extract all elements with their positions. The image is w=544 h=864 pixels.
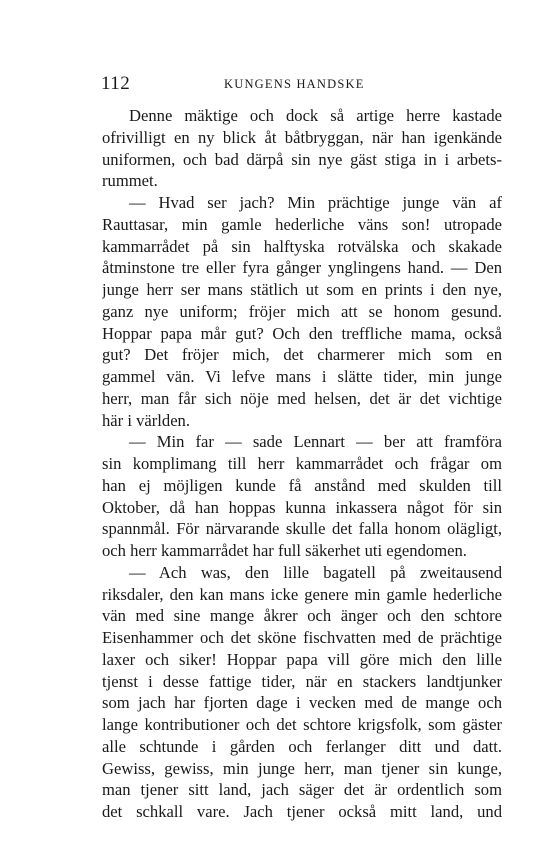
text-line: — Hvad ser jach? Min prächtige junge vän af	[129, 193, 502, 212]
text-line: — Min far — sade Lennart — ber att framföra	[129, 432, 502, 452]
body-text	[102, 105, 502, 823]
text-line: uniformen, och bad därpå sin nye gäst stiga in i arbets-	[102, 149, 502, 169]
text-line: Hoppar papa mår gut? Och den treffliche mama, också	[102, 323, 502, 343]
text-line: herr, man får sich nöje med helsen, det är det vichtige	[102, 388, 502, 408]
text-line: man tjener sitt land, jach säger det är ordentlich som	[102, 780, 502, 800]
text-line: åtminstone tre eller fyra gånger ynglingens hand. — Den	[102, 258, 502, 278]
text-line: alle schtunde i gården och ferlanger ditt und datt.	[102, 736, 502, 756]
text-line: vän med sine mange åkrer och änger och den schtore	[102, 606, 502, 626]
text-line: lange kontributioner och det schtore krigsfolk, som gäster	[102, 715, 502, 734]
text-line: Rauttasar, min gamle hederliche väns son! utropade	[102, 214, 502, 234]
text-line: spannmål. För närvarande skulle det falla honom oläglig̨t,	[102, 519, 502, 539]
text-line: Eisenhammer och det sköne fischvatten med de prächtige	[102, 628, 502, 647]
text-line: gut? Det fröjer mich, det charmerer mich som en	[102, 345, 502, 365]
text-line: junge herr ser mans stätlich ut som en prints i den nye,	[102, 280, 502, 299]
text-line: gammel vän. Vi lefve mans i slätte tider, min junge	[102, 367, 502, 386]
text-line: rummet.	[102, 171, 158, 191]
text-line: riksdaler, den kan mans icke genere min gamle hederliche	[102, 584, 502, 604]
text-line: Gewiss, gewiss, min junge herr, man tjener sin kunge,	[102, 758, 502, 778]
text-line: här i världen.	[102, 410, 191, 430]
running-title: KUNGENS HANDSKE	[224, 77, 365, 91]
text-line: ofrivilligt en ny blick åt båtbryggan, när han igenkände	[102, 127, 502, 147]
page-header	[101, 73, 501, 97]
text-line: laxer och siker! Hoppar papa vill göre mich den lille	[102, 649, 502, 669]
text-line: som jach har fjorten dage i vecken med de mange och	[102, 693, 502, 713]
text-line: kammarrådet på sin halftyska rotvälska och skakade	[102, 236, 502, 256]
text-line: han ej möjligen kunde få anstånd med skulden till	[102, 475, 502, 495]
text-line: ganz nye uniform; fröjer mich att se honom gesund.	[102, 301, 502, 321]
text-line: och herr kammarrådet har full säkerhet uti egendomen.	[102, 541, 467, 560]
text-line: tjenst i desse fattige tider, när en stackers landtjunker	[102, 671, 502, 691]
text-line: Denne mäktige och dock så artige herre kastade	[129, 106, 502, 125]
text-line: det schkall vare. Jach tjener också mitt land, und	[102, 802, 502, 821]
text-line: Oktober, då han hoppas kunna inkassera något för sin	[102, 497, 502, 517]
text-line: sin komplimang till herr kammarrådet och frågar om	[102, 454, 502, 473]
text-line: — Ach was, den lille bagatell på zweitausend	[129, 562, 502, 582]
page-number: 112	[101, 73, 131, 94]
